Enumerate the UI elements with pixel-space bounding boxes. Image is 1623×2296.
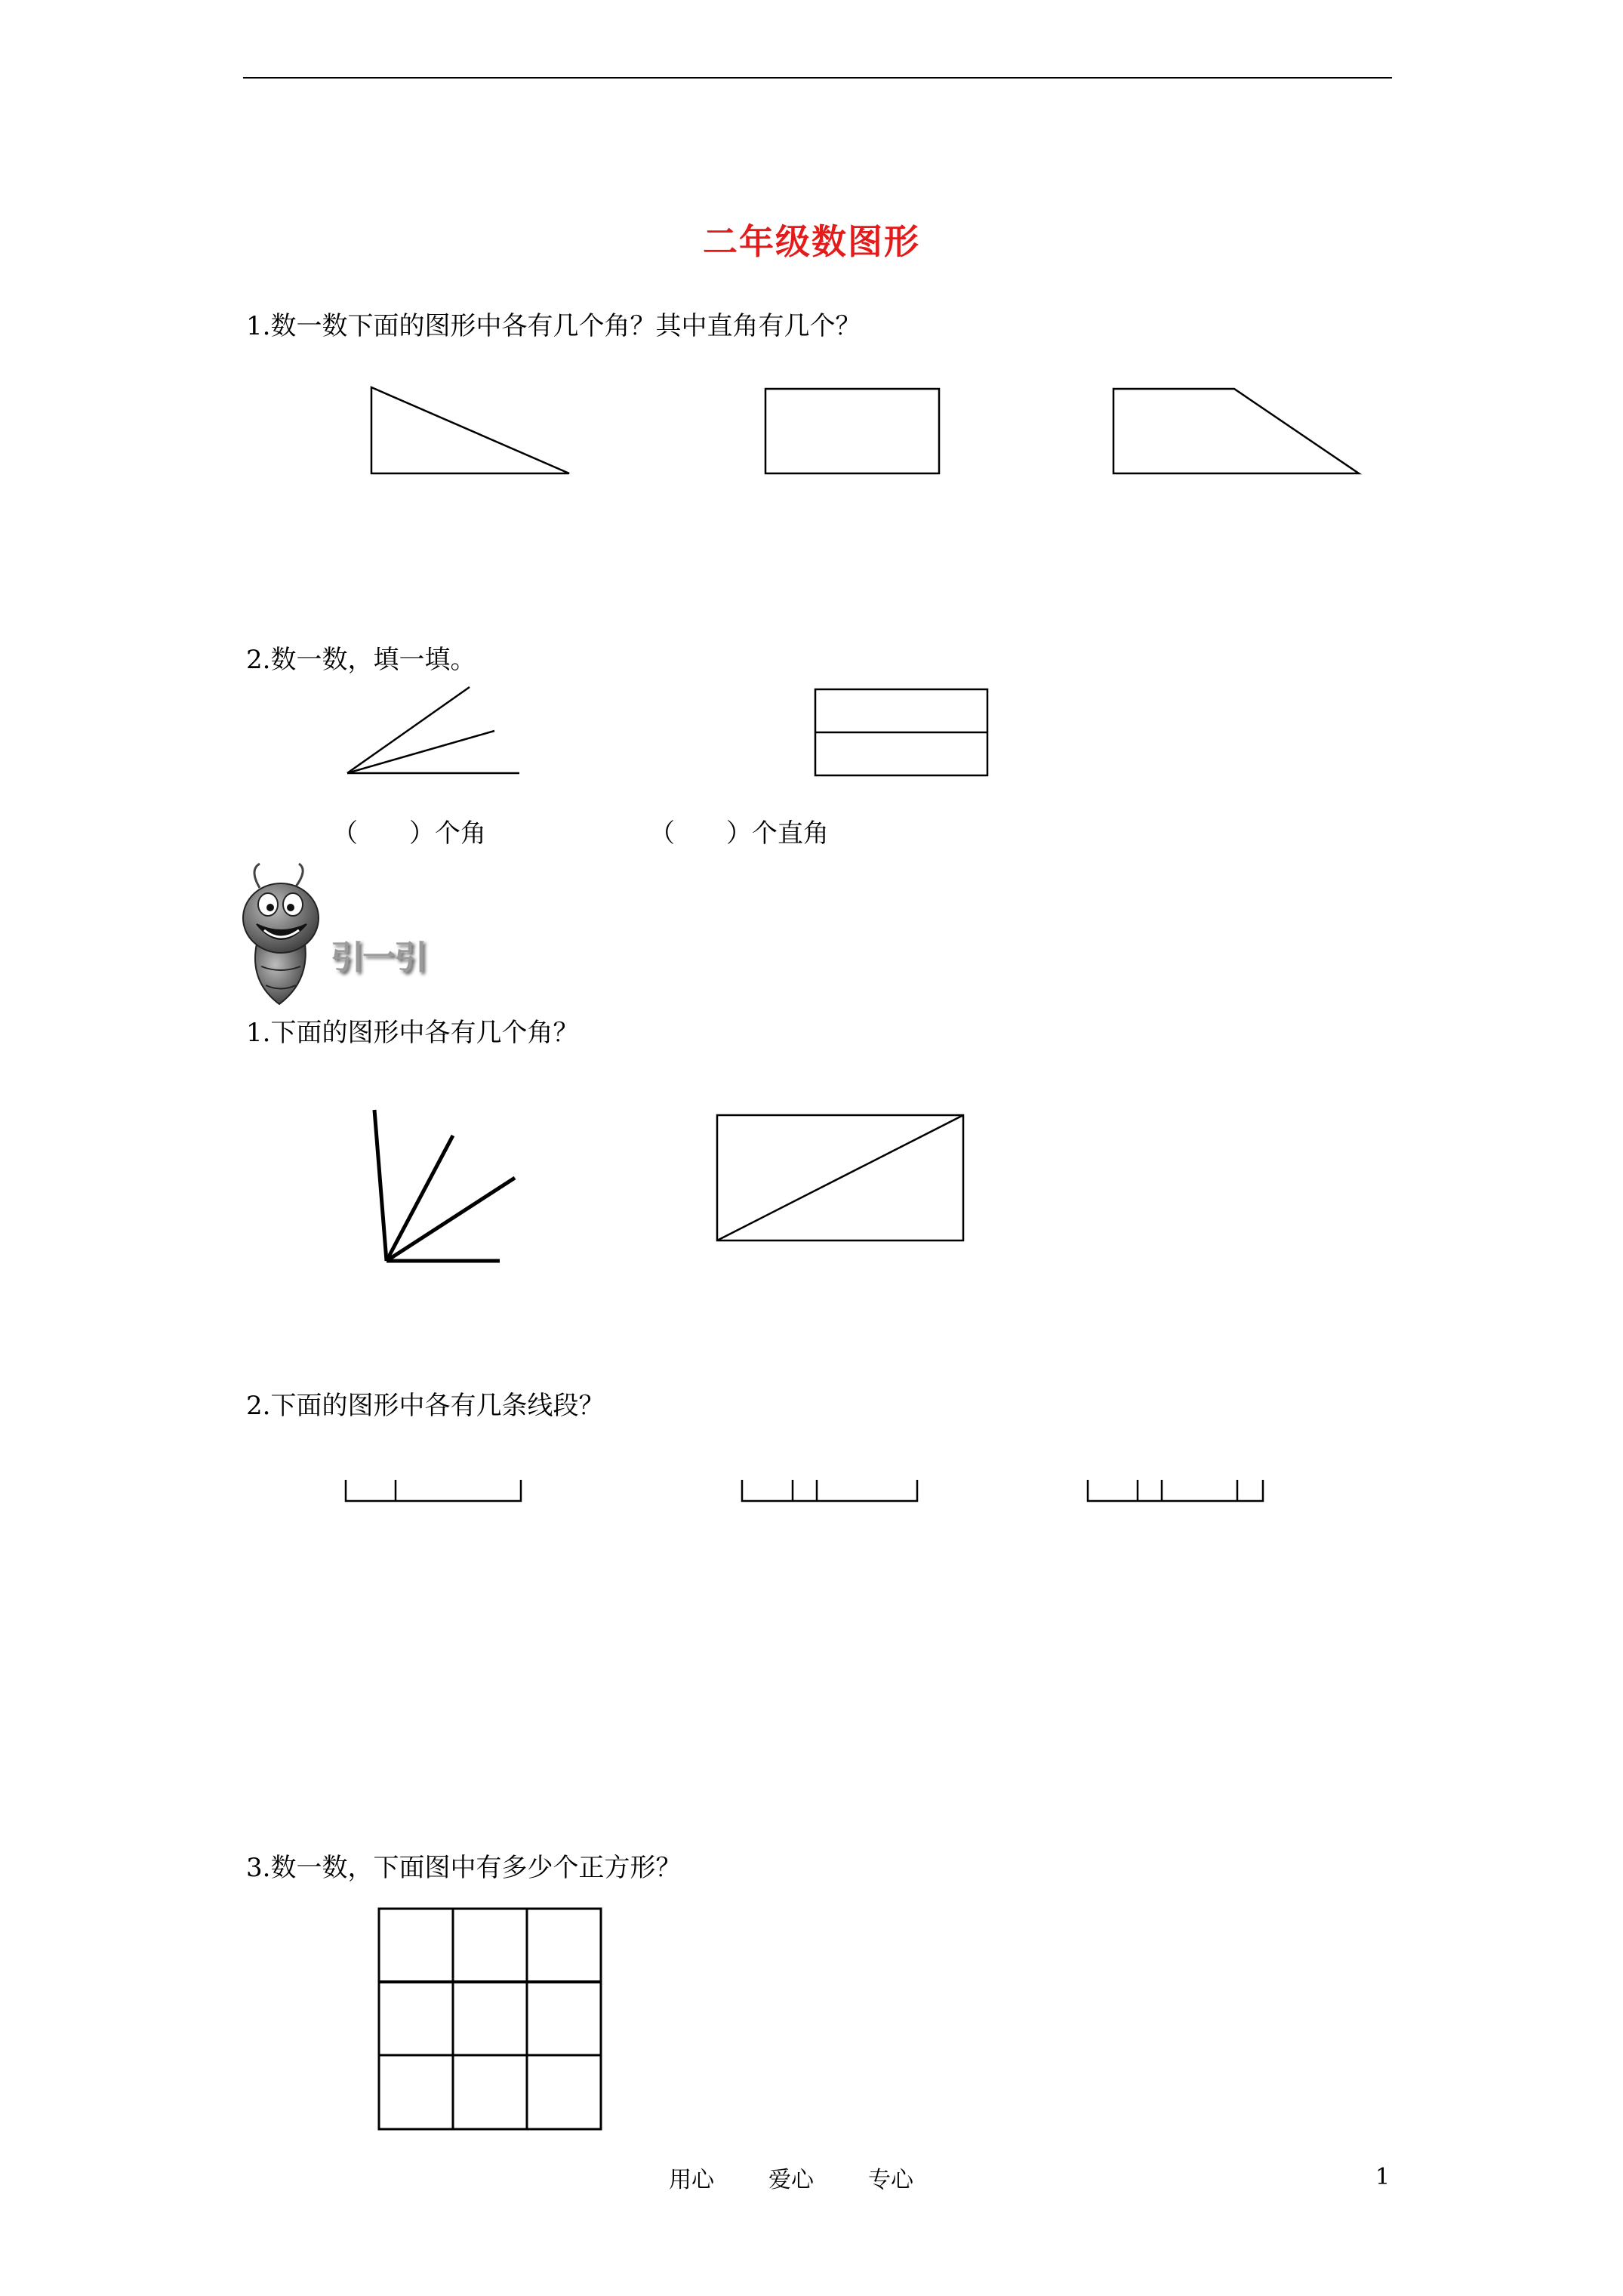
- mascot-banner: [226, 861, 483, 1012]
- question-5: 3.数一数，下面图中有多少个正方形？: [246, 1853, 682, 1883]
- page-number: 1: [1375, 2164, 1390, 2190]
- cartoon-worm-mascot-icon: [226, 861, 340, 1012]
- rectangle-figure: [755, 381, 951, 479]
- footer-motto-2: 爱心: [768, 2167, 814, 2193]
- three-rays-figure: [340, 680, 528, 785]
- angle-rays-figure: [362, 1102, 528, 1276]
- footer-motto-3: 专心: [868, 2167, 913, 2193]
- trapezoid-figure: [1102, 381, 1366, 479]
- blank-right-angle-count: （ ）个直角: [649, 818, 829, 849]
- question-2: 2.数一数，填一填。: [246, 645, 476, 675]
- question-1: 1.数一数下面的图形中各有几个角？其中直角有几个？: [246, 311, 861, 341]
- question-4: 2.下面的图形中各有几条线段？: [246, 1391, 605, 1421]
- question-3: 1.下面的图形中各有几个角？: [246, 1018, 579, 1048]
- mascot-label: 引一引: [331, 938, 426, 977]
- segment-figure-1: [340, 1472, 528, 1510]
- triangle-figure: [362, 381, 581, 479]
- footer-motto-1: 用心: [669, 2167, 714, 2193]
- blank-angle-count: （ ）个角: [332, 818, 486, 849]
- header-rule: [243, 77, 1392, 79]
- split-rectangle-figure: [808, 683, 1004, 781]
- square-grid-figure: [373, 1903, 607, 2137]
- page-title: 二年级数图形: [703, 221, 920, 262]
- diagonal-rectangle-figure: [710, 1106, 974, 1250]
- segment-figure-3: [1082, 1472, 1270, 1510]
- segment-figure-2: [736, 1472, 925, 1510]
